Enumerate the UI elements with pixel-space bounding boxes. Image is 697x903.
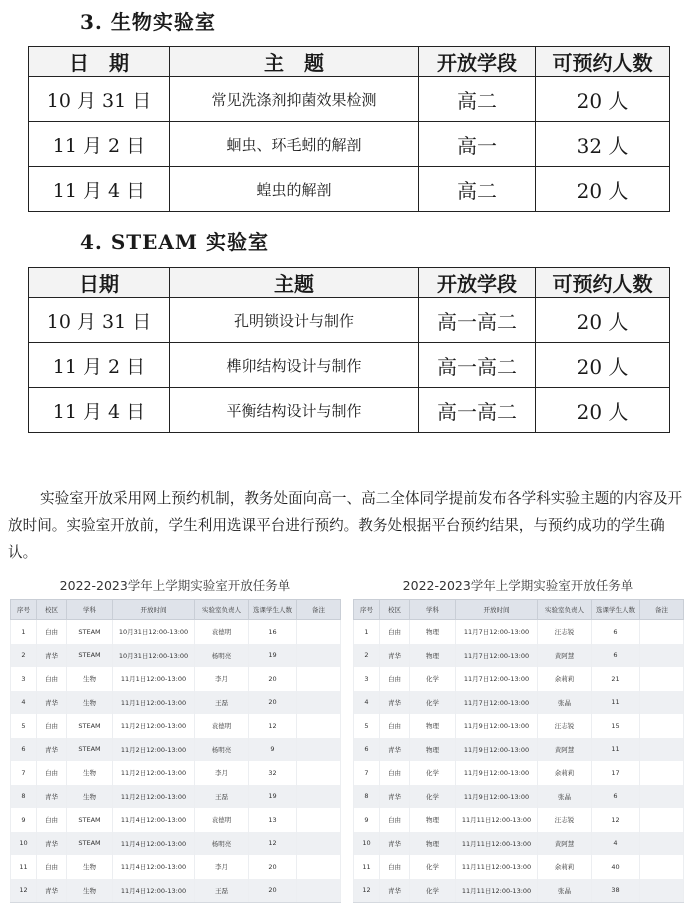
task-col-campus: 白由 xyxy=(380,808,410,832)
task-col-index: 5 xyxy=(354,714,380,738)
task-sheet-table xyxy=(353,599,684,903)
cell-stage: 高一高二 xyxy=(419,343,536,388)
task-sheet-title: 2022-2023学年上学期实验室开放任务单 xyxy=(402,578,634,593)
table-row xyxy=(354,761,684,785)
table-row xyxy=(354,832,684,856)
table-row xyxy=(354,714,684,738)
table-row xyxy=(29,343,670,388)
table-row xyxy=(11,644,341,668)
task-col-remark xyxy=(297,667,341,691)
task-col-teacher: 黄阿慧 xyxy=(538,738,592,762)
task-col-time: 11月4日12:00-13:00 xyxy=(113,808,195,832)
task-col-index: 6 xyxy=(354,738,380,762)
table-row xyxy=(11,832,341,856)
task-col-remark-header: 备注 xyxy=(297,600,341,620)
task-col-subject: 生物 xyxy=(67,855,113,879)
task-header-row xyxy=(354,600,684,620)
task-sheet-table xyxy=(10,599,341,903)
task-col-subject: STEAM xyxy=(67,620,113,644)
table-row xyxy=(354,644,684,668)
task-col-index: 11 xyxy=(11,855,37,879)
task-col-students: 6 xyxy=(592,620,640,644)
table-row xyxy=(29,388,670,433)
task-col-remark-header: 备注 xyxy=(640,600,684,620)
task-col-campus: 白由 xyxy=(37,620,67,644)
task-col-time: 11月4日12:00-13:00 xyxy=(113,832,195,856)
cell-date: 11 月 2 日 xyxy=(29,343,170,388)
task-col-index: 7 xyxy=(11,761,37,785)
task-col-campus: 白由 xyxy=(380,667,410,691)
task-col-time: 11月1日12:00-13:00 xyxy=(113,691,195,715)
task-col-remark xyxy=(297,691,341,715)
table-row xyxy=(11,714,341,738)
task-col-teacher: 杨明亮 xyxy=(195,644,249,668)
task-col-index: 6 xyxy=(11,738,37,762)
task-col-teacher: 余莉莉 xyxy=(538,855,592,879)
task-col-index: 9 xyxy=(11,808,37,832)
task-col-subject: 化学 xyxy=(410,691,456,715)
task-col-campus: 青华 xyxy=(37,644,67,668)
cell-date: 11 月 4 日 xyxy=(29,167,170,212)
task-col-teacher: 汪志锐 xyxy=(538,620,592,644)
task-col-time: 11月9日12:00-13:00 xyxy=(456,738,538,762)
task-col-campus-header: 校区 xyxy=(37,600,67,620)
table-header-row xyxy=(29,268,670,298)
task-col-students: 40 xyxy=(592,855,640,879)
cell-stage: 高一高二 xyxy=(419,388,536,433)
task-col-index: 1 xyxy=(354,620,380,644)
biology-lab-table xyxy=(28,46,670,212)
task-col-campus: 青华 xyxy=(380,832,410,856)
cell-capacity: 20 人 xyxy=(536,77,670,122)
task-col-time-header: 开放时间 xyxy=(113,600,195,620)
task-body xyxy=(354,620,684,903)
task-col-remark xyxy=(640,832,684,856)
task-col-remark xyxy=(640,879,684,903)
task-col-remark xyxy=(297,832,341,856)
task-sheet-left xyxy=(10,577,340,903)
table-row xyxy=(11,691,341,715)
task-col-students: 21 xyxy=(592,667,640,691)
table-row xyxy=(354,855,684,879)
table-row xyxy=(11,761,341,785)
task-col-campus: 白由 xyxy=(37,714,67,738)
task-col-teacher: 张晶 xyxy=(538,879,592,903)
task-col-time: 11月9日12:00-13:00 xyxy=(456,785,538,809)
table-row xyxy=(11,785,341,809)
task-col-time: 11月4日12:00-13:00 xyxy=(113,879,195,903)
task-col-students: 16 xyxy=(249,620,297,644)
task-col-students: 20 xyxy=(249,855,297,879)
task-col-index: 3 xyxy=(11,667,37,691)
task-col-remark xyxy=(297,879,341,903)
task-col-teacher: 余莉莉 xyxy=(538,667,592,691)
cell-capacity: 20 人 xyxy=(536,343,670,388)
table-row xyxy=(29,298,670,343)
cell-stage: 高二 xyxy=(419,77,536,122)
task-col-teacher: 汪志锐 xyxy=(538,714,592,738)
steam-lab-heading: 4. STEAM 实验室 xyxy=(80,230,270,254)
task-col-subject: 化学 xyxy=(410,761,456,785)
col-header-capacity: 可预约人数 xyxy=(536,268,670,298)
task-col-index: 9 xyxy=(354,808,380,832)
table-header-row xyxy=(29,47,670,77)
task-col-campus: 青华 xyxy=(37,879,67,903)
task-sheet-right xyxy=(353,577,683,903)
task-col-campus: 青华 xyxy=(380,644,410,668)
task-col-teacher: 张晶 xyxy=(538,785,592,809)
task-col-teacher: 杨明亮 xyxy=(195,832,249,856)
task-col-students: 15 xyxy=(592,714,640,738)
task-col-teacher: 黄阿慧 xyxy=(538,832,592,856)
task-col-time: 11月9日12:00-13:00 xyxy=(456,714,538,738)
task-col-campus: 白由 xyxy=(37,855,67,879)
task-col-remark xyxy=(640,667,684,691)
task-col-remark xyxy=(297,785,341,809)
cell-capacity: 20 人 xyxy=(536,388,670,433)
col-header-date: 日期 xyxy=(29,268,170,298)
task-col-index: 2 xyxy=(354,644,380,668)
task-col-campus: 白由 xyxy=(37,808,67,832)
task-col-time: 11月7日12:00-13:00 xyxy=(456,667,538,691)
cell-topic: 孔明锁设计与制作 xyxy=(170,298,419,343)
task-col-remark xyxy=(640,714,684,738)
task-col-students-header: 选课学生人数 xyxy=(592,600,640,620)
task-col-campus: 青华 xyxy=(37,785,67,809)
task-col-students: 17 xyxy=(592,761,640,785)
task-col-time: 11月11日12:00-13:00 xyxy=(456,832,538,856)
task-col-students: 20 xyxy=(249,667,297,691)
task-col-campus: 青华 xyxy=(37,832,67,856)
task-col-teacher: 袁德明 xyxy=(195,808,249,832)
cell-capacity: 32 人 xyxy=(536,122,670,167)
task-col-subject: STEAM xyxy=(67,714,113,738)
task-col-subject: 化学 xyxy=(410,855,456,879)
task-col-students: 13 xyxy=(249,808,297,832)
task-col-students: 12 xyxy=(592,808,640,832)
task-col-time: 11月2日12:00-13:00 xyxy=(113,714,195,738)
task-col-subject: 生物 xyxy=(67,879,113,903)
task-col-subject: 生物 xyxy=(67,761,113,785)
task-col-subject-header: 学科 xyxy=(410,600,456,620)
task-col-students: 19 xyxy=(249,644,297,668)
task-col-subject: 生物 xyxy=(67,691,113,715)
table-row xyxy=(354,620,684,644)
table-row xyxy=(354,738,684,762)
task-col-index-header: 序号 xyxy=(11,600,37,620)
cell-topic: 蝗虫的解剖 xyxy=(170,167,419,212)
task-col-teacher: 张晶 xyxy=(538,691,592,715)
task-col-students: 20 xyxy=(249,879,297,903)
task-col-campus: 白由 xyxy=(380,714,410,738)
steam-lab-table xyxy=(28,267,670,433)
task-col-students: 11 xyxy=(592,691,640,715)
task-col-remark xyxy=(297,714,341,738)
task-col-remark xyxy=(297,620,341,644)
table-row xyxy=(29,77,670,122)
cell-date: 11 月 4 日 xyxy=(29,388,170,433)
task-col-teacher: 杨明亮 xyxy=(195,738,249,762)
task-col-time: 11月2日12:00-13:00 xyxy=(113,738,195,762)
task-col-time: 11月9日12:00-13:00 xyxy=(456,761,538,785)
task-col-students: 32 xyxy=(249,761,297,785)
task-col-index: 10 xyxy=(11,832,37,856)
task-col-remark xyxy=(640,691,684,715)
table-row xyxy=(354,667,684,691)
cell-stage: 高一 xyxy=(419,122,536,167)
task-col-students: 4 xyxy=(592,832,640,856)
task-col-subject: 物理 xyxy=(410,644,456,668)
task-col-students: 11 xyxy=(592,738,640,762)
task-col-remark xyxy=(640,738,684,762)
booking-description: 实验室开放采用网上预约机制，教务处面向高一、高二全体同学提前发布各学科实验主题的内容及开放时间。实验室开放前，学生利用选课平台进行预约。教务处根据平台预约结果，与预约成功的学生确认。 xyxy=(8,490,683,561)
task-col-time: 11月11日12:00-13:00 xyxy=(456,879,538,903)
cell-topic: 蛔虫、环毛蚓的解剖 xyxy=(170,122,419,167)
task-col-students: 12 xyxy=(249,832,297,856)
task-col-students: 19 xyxy=(249,785,297,809)
task-col-index: 12 xyxy=(11,879,37,903)
task-col-subject: 物理 xyxy=(410,738,456,762)
task-col-teacher: 王磊 xyxy=(195,691,249,715)
col-header-stage: 开放学段 xyxy=(419,268,536,298)
table-row xyxy=(354,785,684,809)
task-col-campus: 青华 xyxy=(380,879,410,903)
task-col-index: 10 xyxy=(354,832,380,856)
cell-capacity: 20 人 xyxy=(536,167,670,212)
task-col-subject: 化学 xyxy=(410,785,456,809)
cell-capacity: 20 人 xyxy=(536,298,670,343)
task-col-subject: 生物 xyxy=(67,785,113,809)
task-col-campus: 白由 xyxy=(380,620,410,644)
task-col-time: 11月2日12:00-13:00 xyxy=(113,785,195,809)
task-col-remark xyxy=(640,785,684,809)
cell-stage: 高一高二 xyxy=(419,298,536,343)
task-col-remark xyxy=(640,644,684,668)
task-col-subject: 物理 xyxy=(410,832,456,856)
task-body xyxy=(11,620,341,903)
task-col-teacher: 袁德明 xyxy=(195,620,249,644)
table-row xyxy=(354,808,684,832)
task-col-teacher: 王磊 xyxy=(195,879,249,903)
task-col-campus: 青华 xyxy=(37,691,67,715)
task-col-campus: 青华 xyxy=(380,738,410,762)
task-col-students-header: 选课学生人数 xyxy=(249,600,297,620)
task-col-students: 9 xyxy=(249,738,297,762)
task-header-row xyxy=(11,600,341,620)
task-col-remark xyxy=(640,855,684,879)
table-row xyxy=(11,620,341,644)
cell-topic: 常见洗涤剂抑菌效果检测 xyxy=(170,77,419,122)
task-col-subject: 物理 xyxy=(410,714,456,738)
cell-topic: 榫卯结构设计与制作 xyxy=(170,343,419,388)
task-col-campus: 青华 xyxy=(380,691,410,715)
task-col-time: 11月7日12:00-13:00 xyxy=(456,644,538,668)
task-col-time-header: 开放时间 xyxy=(456,600,538,620)
task-col-time: 11月7日12:00-13:00 xyxy=(456,691,538,715)
task-col-campus: 白由 xyxy=(380,761,410,785)
task-col-campus: 青华 xyxy=(37,738,67,762)
task-col-campus: 白由 xyxy=(37,667,67,691)
task-col-subject: STEAM xyxy=(67,644,113,668)
table-row xyxy=(354,879,684,903)
task-col-subject: STEAM xyxy=(67,738,113,762)
table-row xyxy=(11,738,341,762)
task-col-teacher: 李月 xyxy=(195,761,249,785)
task-col-teacher: 汪志锐 xyxy=(538,808,592,832)
task-col-subject: STEAM xyxy=(67,808,113,832)
task-col-campus: 白由 xyxy=(37,761,67,785)
col-header-date: 日 期 xyxy=(29,47,170,77)
task-col-index: 4 xyxy=(11,691,37,715)
task-col-time: 10月31日12:00-13:00 xyxy=(113,620,195,644)
task-col-teacher: 袁德明 xyxy=(195,714,249,738)
task-col-subject: 物理 xyxy=(410,620,456,644)
task-col-teacher: 余莉莉 xyxy=(538,761,592,785)
task-col-index: 1 xyxy=(11,620,37,644)
task-col-index: 5 xyxy=(11,714,37,738)
task-col-time: 11月7日12:00-13:00 xyxy=(456,620,538,644)
cell-topic: 平衡结构设计与制作 xyxy=(170,388,419,433)
task-col-index: 8 xyxy=(354,785,380,809)
task-col-students: 38 xyxy=(592,879,640,903)
task-col-remark xyxy=(297,761,341,785)
cell-date: 10 月 31 日 xyxy=(29,298,170,343)
task-col-subject: STEAM xyxy=(67,832,113,856)
task-col-teacher-header: 实验室负责人 xyxy=(538,600,592,620)
task-col-subject: 物理 xyxy=(410,808,456,832)
task-col-index: 3 xyxy=(354,667,380,691)
task-col-index: 4 xyxy=(354,691,380,715)
task-col-teacher: 李月 xyxy=(195,667,249,691)
task-col-time: 11月1日12:00-13:00 xyxy=(113,667,195,691)
task-col-subject: 化学 xyxy=(410,667,456,691)
task-sheet-title: 2022-2023学年上学期实验室开放任务单 xyxy=(59,578,291,593)
table-row xyxy=(11,667,341,691)
task-col-index: 11 xyxy=(354,855,380,879)
col-header-capacity: 可预约人数 xyxy=(536,47,670,77)
task-col-time: 11月11日12:00-13:00 xyxy=(456,855,538,879)
col-header-topic: 主 题 xyxy=(170,47,419,77)
task-col-remark xyxy=(297,855,341,879)
task-col-time: 11月11日12:00-13:00 xyxy=(456,808,538,832)
biology-lab-heading: 3. 生物实验室 xyxy=(80,10,216,34)
task-col-index: 2 xyxy=(11,644,37,668)
task-col-index: 7 xyxy=(354,761,380,785)
task-col-subject: 生物 xyxy=(67,667,113,691)
task-col-index: 12 xyxy=(354,879,380,903)
task-col-campus: 白由 xyxy=(380,855,410,879)
task-col-index: 8 xyxy=(11,785,37,809)
task-col-students: 12 xyxy=(249,714,297,738)
task-col-students: 20 xyxy=(249,691,297,715)
task-col-teacher: 李月 xyxy=(195,855,249,879)
task-col-remark xyxy=(640,808,684,832)
task-col-remark xyxy=(297,644,341,668)
table-row xyxy=(29,167,670,212)
task-col-time: 11月2日12:00-13:00 xyxy=(113,761,195,785)
task-col-index-header: 序号 xyxy=(354,600,380,620)
cell-date: 11 月 2 日 xyxy=(29,122,170,167)
table-row xyxy=(29,122,670,167)
table-row xyxy=(11,808,341,832)
task-col-students: 6 xyxy=(592,644,640,668)
table-row xyxy=(354,691,684,715)
table-row xyxy=(11,855,341,879)
task-col-remark xyxy=(640,761,684,785)
task-col-teacher: 王磊 xyxy=(195,785,249,809)
task-col-campus: 青华 xyxy=(380,785,410,809)
task-col-remark xyxy=(640,620,684,644)
cell-stage: 高二 xyxy=(419,167,536,212)
table-row xyxy=(11,879,341,903)
task-col-campus-header: 校区 xyxy=(380,600,410,620)
cell-date: 10 月 31 日 xyxy=(29,77,170,122)
task-col-time: 11月4日12:00-13:00 xyxy=(113,855,195,879)
task-col-remark xyxy=(297,738,341,762)
col-header-stage: 开放学段 xyxy=(419,47,536,77)
task-col-subject-header: 学科 xyxy=(67,600,113,620)
task-col-time: 10月31日12:00-13:00 xyxy=(113,644,195,668)
task-col-subject: 化学 xyxy=(410,879,456,903)
col-header-topic: 主题 xyxy=(170,268,419,298)
task-col-students: 6 xyxy=(592,785,640,809)
task-col-remark xyxy=(297,808,341,832)
task-col-teacher: 黄阿慧 xyxy=(538,644,592,668)
task-col-teacher-header: 实验室负责人 xyxy=(195,600,249,620)
